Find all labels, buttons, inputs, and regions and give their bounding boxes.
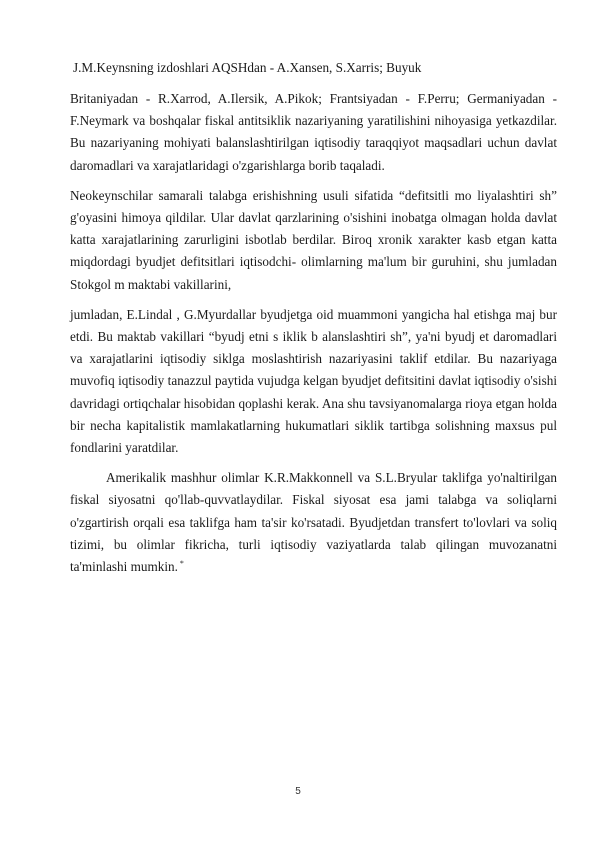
paragraph-4-text: Amerikalik mashhur olimlar K.R.Makkonnell va S.L.Bryular taklifga yo'naltirilgan fiskal siyosatni qo'llab-quvvatlaydilar. Fiskal siyosat esa jami talabga va soliqlarni o'zgartirish orqali esa taklifga ham ta'sir ko'rsatadi. Byudjetdan transfert to'lovlari va soliq tizimi, bu olimlar fikricha, turli iqtisodiy vaziyatlarda talab qilingan muvozanatni ta'minlashi mumkin. (70, 470, 557, 575)
paragraph-3: jumladan, E.Lindal , G.Myurdallar byudjetga oid muammoni yangicha hal etishga maj bur etdi. Bu maktab vakillari “byudj etni s iklik b alanslashtiri sh”, ya'ni byudj et daromadlari va xarajatlarini iqtisodiy siklga moslashtirish nazariyasini taklif etdilar. Bu nazariyaga muvofiq iqtisodiy tanazzul paytida vujudga kelgan byudjet defitsitini davlat iqtisodiy o'sishi davridagi ortiqchalar hisobidan qoplashi kerak. Ana shu tavsiyanomalarga rioya etgan holda bir necha kapitalistik mamlakatlarning hukumatlari siklik tartibga solishning maxsus pul fondlarini yaratdilar. (70, 306, 557, 456)
footnote-mark[interactable]: * (179, 558, 184, 568)
page-number: 5 (295, 786, 301, 797)
document-page (70, 58, 557, 578)
paragraph-2: Neokeynschilar samarali talabga erishishning usuli sifatida “defitsitli mo liyalashtiri sh” g'oyasini himoya qildilar. Ular davlat qarzlarining o'sishini inobatga olmagan holda davlat katta xarajatlarining zarurligini isbotlab berdilar. Biroq xronik xarakter kasb etgan katta miqdordagi byudjet defitsitlari iqtisodchi- olimlarning ma'lum bir guruhini, shu jumladan Stokgol m maktabi vakillarini, (70, 187, 557, 292)
paragraph-1: Britaniyadan - R.Xarrod, A.Ilersik, A.Pikok; Frantsiyadan - F.Perru; Germaniyadan - F.Neymark va boshqalar fiskal antitsiklik nazariyaning yaratilishini nihoyasiga yetkazdilar. Bu nazariyaning mohiyati balanslashtirilgan iqtisodiy taraqqiyot maqsadlari uchun davlat daromadlari va xarajatlaridagi o'zgarishlarga borib taqaladi. (70, 91, 557, 173)
paragraph-4 (70, 467, 557, 578)
first-line-text: J.M.Keynsning izdoshlari AQSHdan - A.Xansen, S.Xarris; Buyuk (73, 60, 422, 75)
